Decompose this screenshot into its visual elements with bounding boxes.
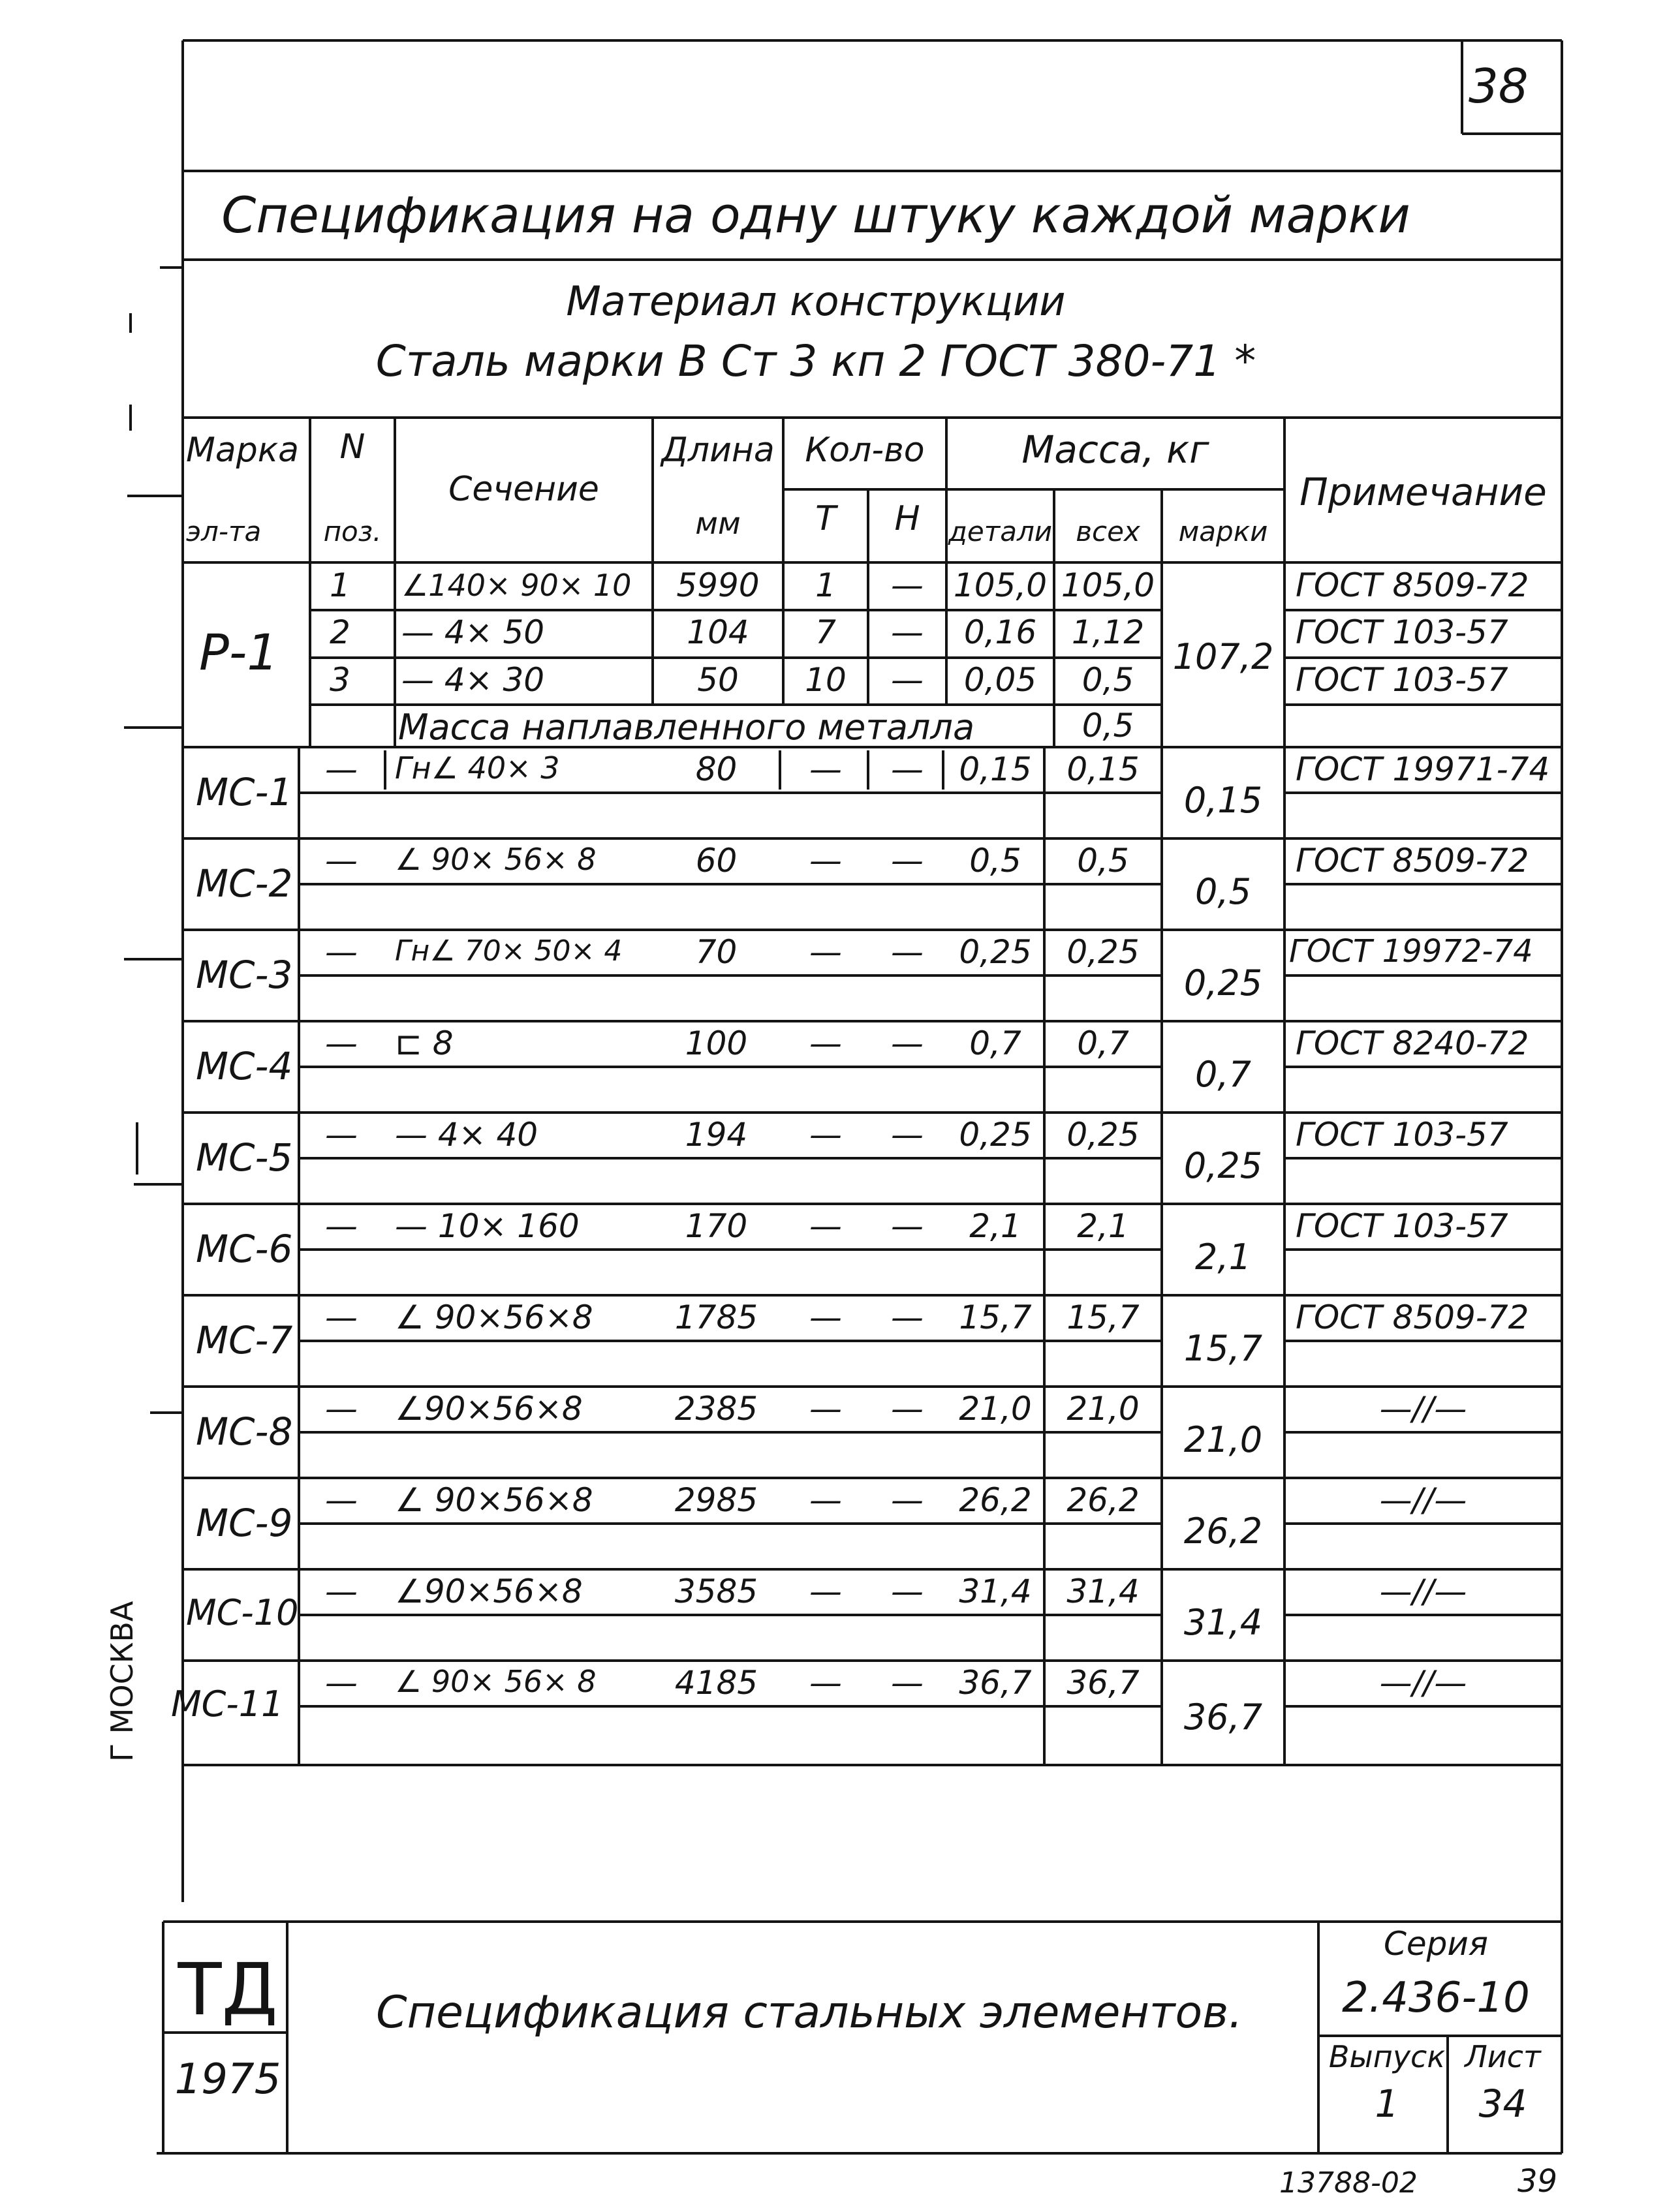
length-cell: 2985	[674, 1481, 758, 1519]
mass-all-cell: 0,5	[1077, 842, 1129, 880]
mass-mark-cell: 0,5	[1195, 871, 1251, 912]
qty-t-cell: —	[809, 750, 842, 788]
mark-cell: МС-5	[196, 1135, 293, 1180]
mass-mark-cell: 0,15	[1183, 780, 1263, 821]
mass-mark-cell: 0,25	[1183, 962, 1263, 1004]
header-mass-mark: марки	[1178, 515, 1268, 547]
header-qty-n: Н	[894, 499, 920, 538]
mass-all-cell: 0,7	[1077, 1024, 1129, 1062]
mark-cell: МС-8	[196, 1409, 293, 1454]
series-value: 2.436-10	[1342, 1974, 1530, 2022]
mass-detail-cell: 0,5	[969, 842, 1021, 880]
footer-page: 39	[1517, 2163, 1558, 2200]
mass-mark-cell: 0,7	[1195, 1054, 1251, 1095]
section-cell: Гн∠ 40× 3	[395, 750, 560, 786]
note-ditto-cell: —//—	[1379, 1573, 1467, 1610]
series-label: Серия	[1384, 1925, 1488, 1963]
mass-detail-cell: 31,4	[959, 1573, 1032, 1610]
qty-n-cell: —	[891, 750, 924, 788]
mass-all-cell: 15,7	[1066, 1298, 1140, 1336]
length-cell: 104	[687, 613, 749, 651]
length-cell: 1785	[674, 1298, 758, 1336]
weld-metal-mass: 0,5	[1081, 707, 1134, 745]
pos-cell: —	[325, 1390, 358, 1428]
note-cell: ГОСТ 103-57	[1296, 1207, 1508, 1245]
section-cell: ∠90×56×8	[395, 1390, 583, 1428]
length-cell: 70	[695, 933, 738, 971]
length-cell: 2385	[674, 1390, 758, 1428]
header-length-unit: мм	[695, 506, 741, 541]
section-cell: — 4× 40	[395, 1116, 538, 1154]
qty-t-cell: —	[809, 1573, 842, 1610]
mass-mark-cell: 15,7	[1183, 1328, 1263, 1369]
mass-all-cell: 0,25	[1066, 1116, 1140, 1154]
header-pos: N	[339, 427, 366, 467]
section-cell: ∠90×56×8	[395, 1573, 583, 1610]
footer-code: 13788-02	[1279, 2166, 1418, 2200]
length-cell: 50	[697, 661, 739, 699]
length-cell: 170	[685, 1207, 748, 1245]
length-cell: 80	[695, 750, 738, 788]
section-cell: ∠ 90×56×8	[395, 1481, 593, 1519]
pos-cell: —	[325, 1481, 358, 1519]
qty-t-cell: 1	[815, 566, 836, 604]
header-mark-sub: эл-та	[186, 515, 262, 547]
qty-n-cell: —	[891, 1207, 924, 1245]
mark-cell: МС-7	[196, 1318, 293, 1362]
length-cell: 3585	[674, 1573, 758, 1610]
sheet-title: Спецификация на одну штуку каждой марки	[221, 186, 1410, 244]
qty-n-cell: —	[891, 933, 924, 971]
pos-cell: —	[325, 1298, 358, 1336]
pos-cell: —	[325, 842, 358, 880]
mass-all-cell: 31,4	[1066, 1573, 1140, 1610]
qty-n-cell: —	[891, 661, 924, 699]
note-cell: ГОСТ 8509-72	[1296, 842, 1529, 880]
qty-t-cell: —	[809, 1116, 842, 1154]
header-length: Длина	[661, 431, 775, 470]
header-pos-sub: поз.	[323, 515, 382, 547]
section-cell: ⊏ 8	[395, 1024, 454, 1062]
mass-mark-cell: 26,2	[1183, 1511, 1263, 1552]
qty-n-cell: —	[891, 1481, 924, 1519]
pos-cell: 2	[330, 613, 350, 651]
mass-detail-cell: 0,15	[959, 750, 1032, 788]
mark-cell: МС-6	[196, 1227, 293, 1271]
qty-t-cell: —	[809, 933, 842, 971]
mass-all-cell: 0,15	[1066, 750, 1140, 788]
header-qty-t: Т	[815, 499, 836, 538]
mark-cell: МС-11	[171, 1683, 284, 1725]
mass-all-cell: 2,1	[1077, 1207, 1129, 1245]
qty-t-cell: 7	[815, 613, 836, 651]
mass-all-cell: 105,0	[1061, 566, 1155, 604]
section-cell: — 4× 50	[401, 613, 545, 651]
mass-mark-cell: 107,2	[1172, 636, 1274, 677]
note-cell: ГОСТ 19971-74	[1296, 750, 1550, 788]
drawing-year: 1975	[174, 2055, 281, 2104]
qty-n-cell: —	[891, 566, 924, 604]
mass-all-cell: 36,7	[1066, 1664, 1140, 1702]
qty-t-cell: —	[809, 1024, 842, 1062]
mark-cell: МС-1	[196, 770, 293, 814]
stamp-city: Г МОСКВА	[104, 1601, 140, 1762]
qty-t-cell: —	[809, 1207, 842, 1245]
note-cell: ГОСТ 19972-74	[1289, 933, 1533, 970]
pos-cell: —	[325, 1664, 358, 1702]
pos-cell: —	[325, 750, 358, 788]
note-ditto-cell: —//—	[1379, 1481, 1467, 1519]
pos-cell: 1	[330, 566, 350, 604]
length-cell: 194	[685, 1116, 748, 1154]
header-qty: Кол-во	[805, 431, 925, 470]
mass-detail-cell: 105,0	[953, 566, 1048, 604]
material-heading: Материал конструкции	[566, 277, 1066, 325]
mass-detail-cell: 0,25	[959, 933, 1032, 971]
note-cell: ГОСТ 8509-72	[1296, 566, 1529, 604]
mark-cell: Р-1	[199, 623, 279, 681]
qty-n-cell: —	[891, 1024, 924, 1062]
mass-detail-cell: 2,1	[969, 1207, 1021, 1245]
mass-mark-cell: 0,25	[1183, 1145, 1263, 1186]
note-ditto-cell: —//—	[1379, 1664, 1467, 1702]
section-cell: — 10× 160	[395, 1207, 580, 1245]
section-cell: ∠ 90×56×8	[395, 1298, 593, 1336]
pos-cell: —	[325, 1207, 358, 1245]
note-cell: ГОСТ 103-57	[1296, 613, 1508, 651]
qty-n-cell: —	[891, 1390, 924, 1428]
qty-t-cell: —	[809, 1481, 842, 1519]
pos-cell: 3	[330, 661, 350, 699]
mass-detail-cell: 15,7	[959, 1298, 1032, 1336]
pos-cell: —	[325, 933, 358, 971]
pos-cell: —	[325, 1116, 358, 1154]
qty-t-cell: —	[809, 1664, 842, 1702]
mass-all-cell: 0,5	[1081, 661, 1134, 699]
qty-n-cell: —	[891, 613, 924, 651]
titleblock-name: Спецификация стальных элементов.	[376, 1987, 1243, 2038]
header-mark: Марка	[186, 431, 300, 470]
qty-t-cell: —	[809, 842, 842, 880]
weld-metal-label: Масса наплавленного металла	[398, 707, 975, 748]
length-cell: 60	[695, 842, 738, 880]
mass-all-cell: 21,0	[1066, 1390, 1140, 1428]
mass-all-cell: 26,2	[1066, 1481, 1140, 1519]
mark-cell: МС-3	[196, 953, 293, 997]
length-cell: 100	[685, 1024, 748, 1062]
qty-n-cell: —	[891, 1573, 924, 1610]
header-mass: Масса, кг	[1021, 427, 1209, 472]
qty-n-cell: —	[891, 842, 924, 880]
mark-cell: МС-9	[196, 1501, 293, 1545]
issue-value: 1	[1375, 2081, 1399, 2126]
section-cell: — 4× 30	[401, 661, 545, 699]
mass-mark-cell: 21,0	[1183, 1419, 1263, 1460]
qty-n-cell: —	[891, 1298, 924, 1336]
mass-detail-cell: 0,16	[963, 613, 1037, 651]
mark-cell: МС-2	[196, 861, 293, 906]
mass-mark-cell: 31,4	[1183, 1602, 1263, 1643]
mass-mark-cell: 2,1	[1195, 1237, 1251, 1278]
qty-t-cell: —	[809, 1390, 842, 1428]
header-mass-all: всех	[1076, 515, 1140, 547]
pos-cell: —	[325, 1024, 358, 1062]
section-cell: ∠ 90× 56× 8	[395, 842, 597, 877]
sheet-value: 34	[1478, 2081, 1527, 2126]
section-cell: ∠ 90× 56× 8	[395, 1664, 597, 1699]
qty-t-cell: 10	[805, 661, 847, 699]
mass-detail-cell: 21,0	[959, 1390, 1032, 1428]
section-cell: ∠140× 90× 10	[401, 568, 632, 603]
section-cell: Гн∠ 70× 50× 4	[395, 934, 623, 968]
pos-cell: —	[325, 1573, 358, 1610]
td-logo: ТД	[178, 1948, 278, 2031]
mass-mark-cell: 36,7	[1183, 1697, 1263, 1738]
sheet-corner-number: 38	[1469, 59, 1529, 114]
sheet-label: Лист	[1465, 2039, 1541, 2074]
mass-all-cell: 0,25	[1066, 933, 1140, 971]
length-cell: 5990	[676, 566, 760, 604]
qty-n-cell: —	[891, 1664, 924, 1702]
length-cell: 4185	[674, 1664, 758, 1702]
note-cell: ГОСТ 8240-72	[1296, 1024, 1529, 1062]
qty-t-cell: —	[809, 1298, 842, 1336]
issue-label: Выпуск	[1328, 2039, 1446, 2074]
qty-n-cell: —	[891, 1116, 924, 1154]
header-mass-detail: детали	[948, 515, 1053, 547]
mark-cell: МС-10	[186, 1592, 299, 1633]
material-steel-grade: Сталь марки В Ст 3 кп 2 ГОСТ 380-71 *	[375, 336, 1256, 386]
note-ditto-cell: —//—	[1379, 1390, 1467, 1428]
note-cell: ГОСТ 8509-72	[1296, 1298, 1529, 1336]
mass-detail-cell: 0,7	[969, 1024, 1021, 1062]
note-cell: ГОСТ 103-57	[1296, 661, 1508, 699]
mark-cell: МС-4	[196, 1044, 293, 1088]
note-cell: ГОСТ 103-57	[1296, 1116, 1508, 1154]
mass-detail-cell: 36,7	[959, 1664, 1032, 1702]
mass-detail-cell: 0,25	[959, 1116, 1032, 1154]
mass-all-cell: 1,12	[1071, 613, 1145, 651]
header-section: Сечение	[448, 470, 599, 509]
header-note: Примечание	[1299, 470, 1547, 514]
mass-detail-cell: 26,2	[959, 1481, 1032, 1519]
mass-detail-cell: 0,05	[963, 661, 1037, 699]
